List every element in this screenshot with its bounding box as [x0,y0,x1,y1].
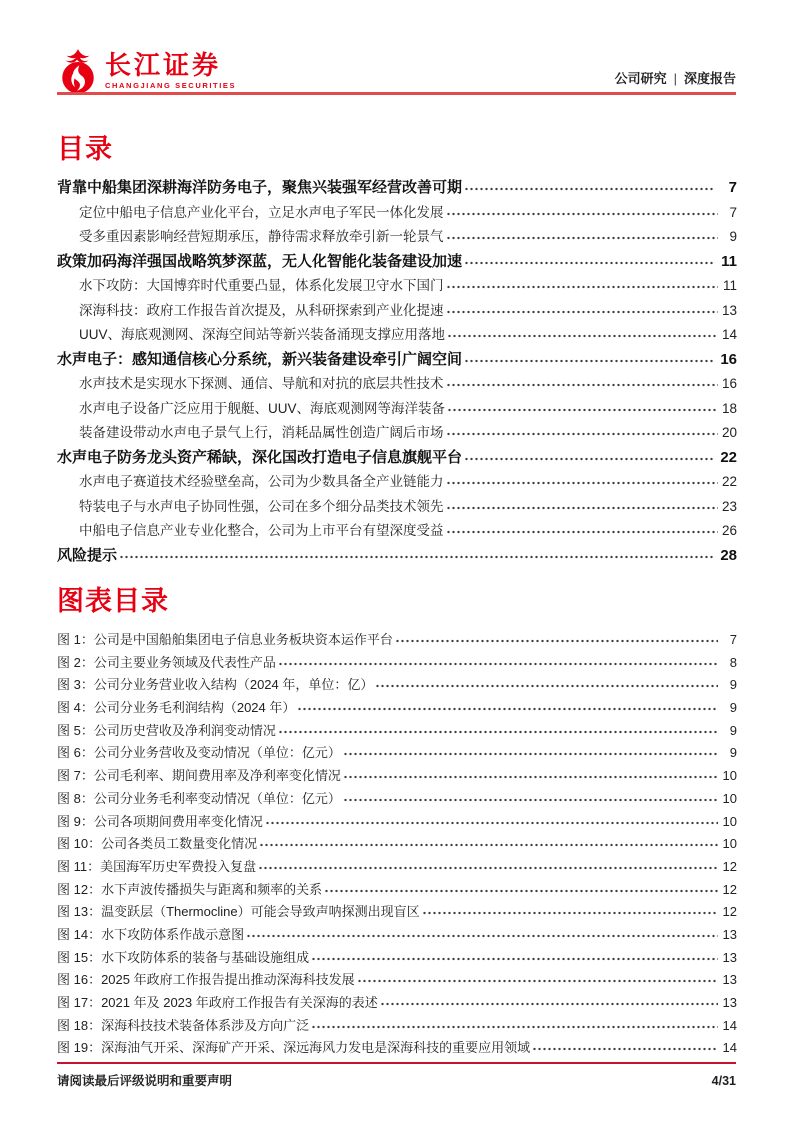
report-type-label [615,68,736,101]
dot-leader [259,835,718,848]
figure-entry[interactable] [57,969,737,992]
toc-entry-page: 18 [721,400,737,416]
dot-leader [246,926,718,939]
figures-title: 图表目录 [57,586,169,616]
figure-entry-page: 12 [722,904,737,920]
figure-entry[interactable] [57,697,737,720]
figure-entry[interactable] [57,674,737,697]
toc-entry-text: 背靠中船集团深耕海洋防务电子，聚焦兴装强军经营改善可期 [57,179,463,196]
toc-entry-page: 7 [728,179,737,196]
toc-entry[interactable] [57,470,737,495]
figure-entry-page: 13 [722,926,737,942]
figure-entry-page: 13 [722,972,737,988]
toc-entry-text: 政策加码海洋强国战略筑梦深蓝，无人化智能化装备建设加速 [57,252,463,270]
figure-entry-page: 10 [722,768,737,784]
figure-entry-text: 图 15：水下攻防体系的装备与基础设施组成 [57,949,310,965]
dot-leader [357,971,718,984]
page-footer [57,1062,736,1089]
toc-entry[interactable] [57,299,737,324]
footer-divider [57,1062,736,1064]
figure-entry[interactable] [57,1037,737,1060]
figure-entry-text: 图 1：公司是中国船舶集团电子信息业务板块资本运作平台 [57,632,393,647]
dot-leader [446,203,719,217]
figure-entry-text: 图 19：深海油气开采、深海矿产开采、深远海风力发电是深海科技的重要应用领域 [57,1040,531,1056]
figure-entry-text: 图 8：公司分业务毛利率变动情况（单位：亿元） [57,790,341,806]
figure-entry-text: 图 11：美国海军历史军费投入复盘 [57,858,257,874]
dot-leader [464,251,714,266]
figure-entry-page: 14 [722,1040,737,1056]
toc-entry[interactable] [57,397,737,422]
figure-entry-text: 图 2：公司主要业务领域及代表性产品 [57,654,276,670]
figure-entry-page: 12 [722,881,737,897]
figure-entry-text: 图 10：公司各类员工数量变化情况 [57,836,258,852]
toc-entry-text: 水声电子赛道技术经验壁垒高，公司为少数具备全产业链能力 [79,474,444,489]
toc-entry-text: 水声技术是实现水下探测、通信、导航和对抗的底层共性技术 [79,376,444,391]
toc-entry[interactable] [57,519,737,544]
figure-entry[interactable] [57,879,737,902]
toc-entry-page: 22 [720,448,737,466]
toc-entry[interactable] [57,544,737,569]
toc-title: 目录 [57,134,113,164]
toc-entry-text: 定位中船电子信息产业化平台，立足水声电子军民一体化发展 [79,204,444,220]
dot-leader [380,994,718,1007]
toc-entry-page: 7 [729,204,737,220]
figure-entry-text: 图 12：水下声波传播损失与距离和频率的关系 [57,881,323,897]
toc-entry-text: 水声电子防务龙头资产稀缺，深化国改打造电子信息旗舰平台 [57,448,463,466]
toc-entry-page: 26 [721,523,737,538]
dot-leader [446,522,719,536]
toc-entry[interactable] [57,201,737,226]
dot-leader [343,790,718,803]
toc-section [57,136,737,568]
figure-entry-page: 14 [722,1017,737,1033]
toc-entry-page: 16 [721,376,737,391]
figure-entry-page: 9 [729,677,737,693]
toc-entry[interactable] [57,421,737,446]
figure-entry-page: 10 [722,790,737,806]
toc-entry-page: 13 [721,302,737,318]
dot-leader [422,903,718,916]
figure-entry-page: 8 [729,654,737,670]
dot-leader [297,699,718,712]
toc-entry-text: 装备建设带动水声电子景气上行，消耗品属性创造广阔后市场 [79,425,444,440]
figure-entry-text: 图 14：水下攻防体系作战示意图 [57,926,245,942]
toc-entry[interactable] [57,274,737,299]
figure-entry[interactable] [57,992,737,1015]
toc-entry-text: 水下攻防：大国博弈时代重要凸显，体系化发展卫守水下国门 [79,278,444,293]
figure-entry-text: 图 5：公司历史营收及净利润变动情况 [57,722,276,738]
dot-leader [119,545,713,560]
dot-leader [446,277,719,291]
figure-entry-page: 12 [722,858,737,874]
toc-list [57,176,737,568]
dot-leader [446,228,719,242]
figure-entry[interactable] [57,1015,737,1038]
toc-entry-page: 11 [721,252,737,270]
figure-entry[interactable] [57,629,737,652]
figure-entry-text: 图 6：公司分业务营收及变动情况（单位：亿元） [57,745,341,761]
toc-entry-page: 23 [721,498,737,514]
figure-entry-text: 图 7：公司毛利率、期间费用率及净利率变化情况 [57,768,341,784]
figure-entry-page: 9 [729,745,737,761]
header-separator: | [673,71,677,86]
dot-leader [446,375,719,389]
figure-entry-text: 图 18：深海科技技术装备体系涉及方向广泛 [57,1017,310,1033]
brand-name-cn: 长江证券 [105,50,222,80]
dot-leader [324,881,718,894]
dot-leader [265,813,718,826]
brand-name-en: CHANGJIANG SECURITIES [105,81,237,91]
toc-entry-text: 水声电子：感知通信核心分系统，新兴装备建设牵引广阔空间 [57,350,463,368]
figure-entry[interactable] [57,765,737,788]
dot-leader [375,676,718,689]
toc-entry[interactable] [57,250,737,275]
toc-entry-page: 11 [722,278,737,293]
figure-entry[interactable] [57,652,737,675]
dot-leader [446,424,719,438]
figure-entry[interactable] [57,742,737,765]
toc-entry-text: 水声电子设备广泛应用于舰艇、UUV、海底观测网等海洋装备 [79,400,446,416]
figure-entry-page: 13 [722,949,737,965]
dot-leader [311,1017,718,1030]
toc-entry[interactable] [57,372,737,397]
figure-entry-page: 13 [722,995,737,1010]
dot-leader [446,473,719,487]
figure-entry[interactable] [57,833,737,856]
toc-entry[interactable] [57,225,737,250]
figures-list [57,629,737,1060]
toc-entry[interactable] [57,323,737,348]
toc-entry-text: 中船电子信息产业专业化整合，公司为上市平台有望深度受益 [79,523,444,538]
dot-leader [395,631,718,644]
dot-leader [278,654,718,667]
dot-leader [278,722,718,735]
toc-entry[interactable] [57,176,737,201]
header-divider [57,92,736,95]
toc-entry-page: 16 [720,350,737,368]
dot-leader [447,399,718,413]
toc-entry-page: 9 [729,229,737,244]
toc-entry-text: 特装电子与水声电子协同性强，公司在多个细分品类技术领先 [79,498,444,514]
figure-entry-text: 图 9：公司各项期间费用率变化情况 [57,813,263,829]
dot-leader [532,1039,718,1052]
figure-entry-text: 图 17：2021 年及 2023 年政府工作报告有关深海的表述 [57,995,378,1010]
toc-entry-text: UUV、海底观测网、深海空间站等新兴装备涌现支撑应用落地 [79,327,446,342]
page-indicator: 4/31 [711,1074,736,1088]
figures-section [57,588,737,1060]
toc-entry-text: 受多重因素影响经营短期承压，静待需求释放牵引新一轮景气 [79,229,444,244]
figure-entry-page: 10 [722,836,737,852]
toc-entry-page: 22 [721,474,737,489]
dot-leader [447,326,718,340]
brand-logo-text [105,52,236,90]
figure-entry-text: 图 4：公司分业务毛利润结构（2024 年） [57,700,296,716]
footer-row [57,1071,736,1089]
figure-entry-text: 图 3：公司分业务营业收入结构（2024 年，单位：亿） [57,677,374,693]
dot-leader [464,177,714,192]
figure-entry-text: 图 16：2025 年政府工作报告提出推动深海科技发展 [57,972,355,988]
dot-leader [343,767,718,780]
dot-leader [446,497,719,511]
dot-leader [446,301,719,315]
toc-entry-text: 风险提示 [57,546,118,564]
report-category: 公司研究 [614,71,667,86]
dot-leader [464,349,713,364]
toc-entry-page: 28 [720,546,737,564]
figure-entry[interactable] [57,720,737,743]
toc-entry[interactable] [57,495,737,520]
toc-entry-page: 20 [721,425,737,440]
figure-entry[interactable] [57,788,737,811]
figure-entry[interactable] [57,811,737,834]
figure-entry[interactable] [57,901,737,924]
report-depth-label: 深度报告 [683,71,736,86]
figure-entry-text: 图 13：温变跃层（Thermocline）可能会导致声呐探测出现盲区 [57,904,420,920]
disclaimer-text: 请阅读最后评级说明和重要声明 [57,1074,233,1088]
dot-leader [311,949,718,962]
dot-leader [464,447,713,462]
toc-entry[interactable] [57,446,737,471]
dot-leader [258,858,718,871]
figure-entry-page: 7 [729,632,737,647]
figure-entry-page: 9 [729,722,737,738]
toc-entry-page: 14 [721,327,737,342]
figure-entry[interactable] [57,947,737,970]
toc-entry[interactable] [57,348,737,373]
figure-entry[interactable] [57,924,737,947]
figure-entry-page: 9 [729,700,737,716]
toc-entry-text: 深海科技：政府工作报告首次提及，从科研探索到产业化提速 [79,302,444,318]
dot-leader [343,744,718,757]
figure-entry-page: 10 [722,813,737,829]
figure-entry[interactable] [57,856,737,879]
